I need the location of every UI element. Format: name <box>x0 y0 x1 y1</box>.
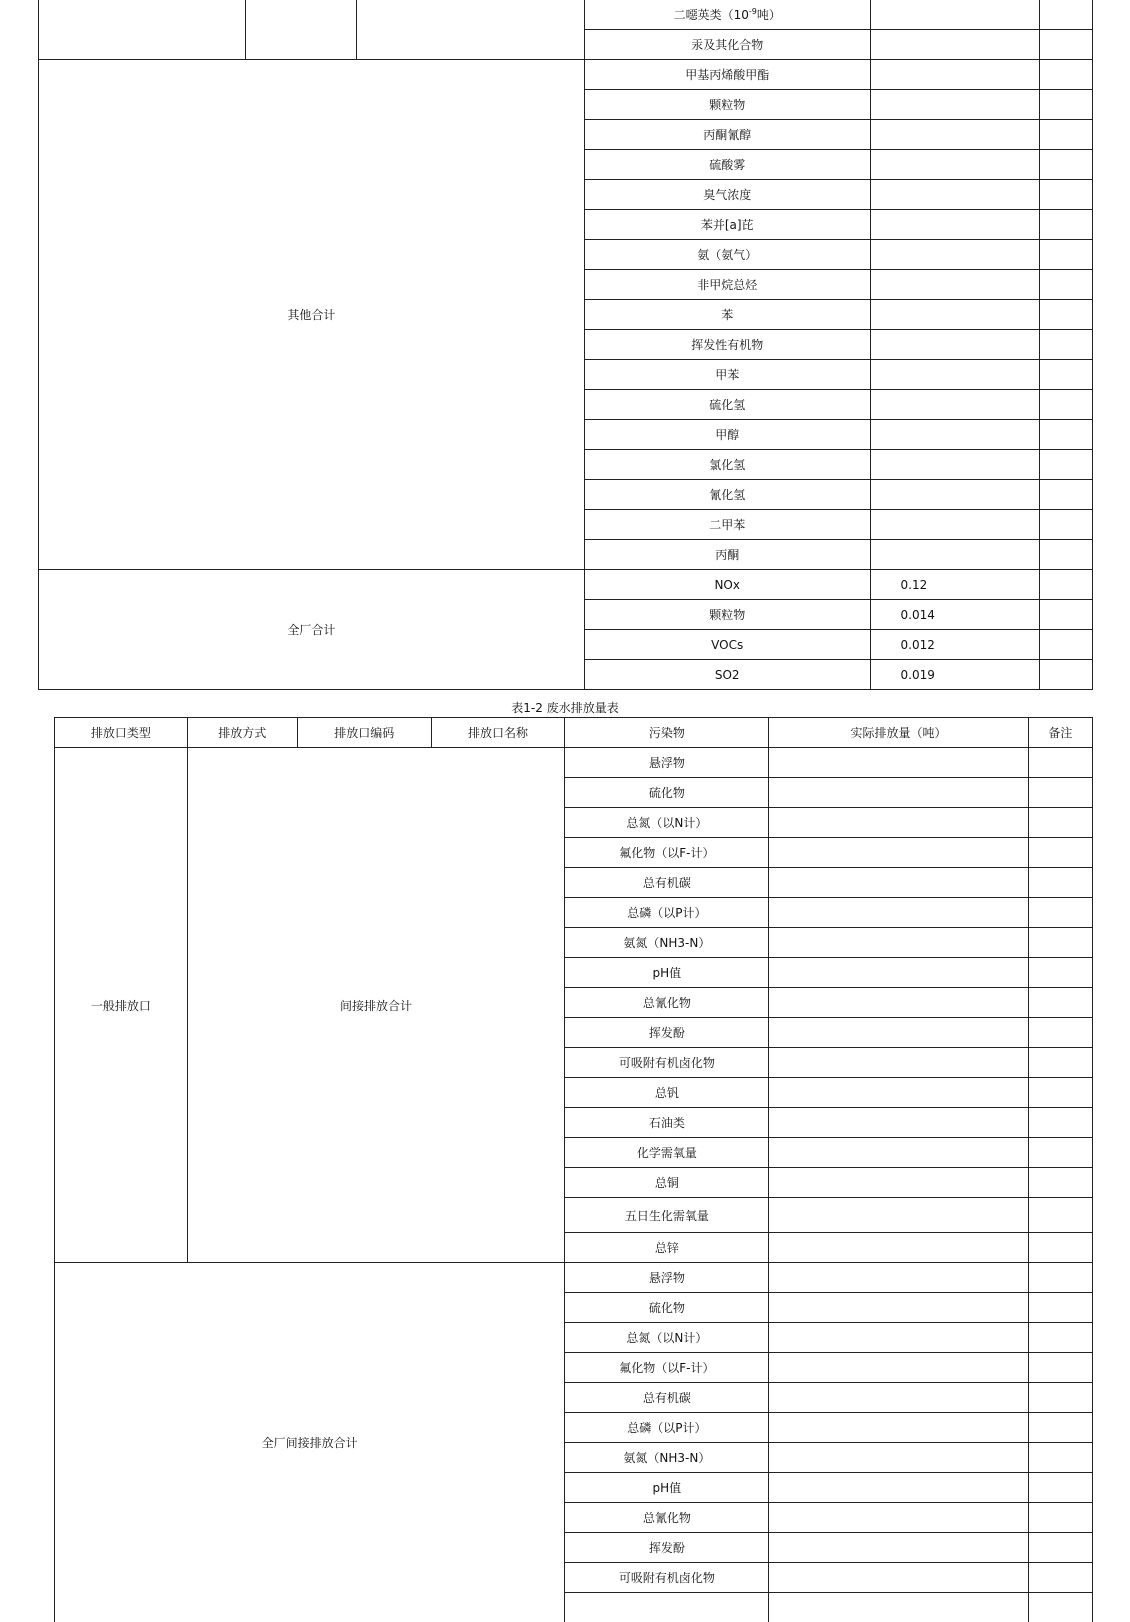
pollutant-cell: 总钒 <box>565 1078 769 1108</box>
amount-cell <box>870 450 1039 480</box>
pollutant-cell: 总氰化物 <box>565 1503 769 1533</box>
pollutant-cell: 悬浮物 <box>565 748 769 778</box>
plant-indirect-label: 全厂间接排放合计 <box>55 1263 565 1622</box>
remark-cell <box>1028 1138 1092 1168</box>
remark-cell <box>1039 270 1092 300</box>
remark-cell <box>1028 1533 1092 1563</box>
other-total-label: 其他合计 <box>39 60 585 570</box>
outlet-code-cell <box>246 0 357 60</box>
remark-cell <box>1039 300 1092 330</box>
amount-cell: 0.012 <box>870 630 1039 660</box>
pollutant-cell: 二噁英类（$10^{-9}$吨） <box>584 0 870 30</box>
remark-cell <box>1039 360 1092 390</box>
amount-cell <box>769 1078 1028 1108</box>
remark-cell <box>1028 1078 1092 1108</box>
remark-cell <box>1028 1108 1092 1138</box>
amount-cell <box>769 928 1028 958</box>
remark-cell <box>1039 540 1092 570</box>
remark-cell <box>1028 898 1092 928</box>
remark-cell <box>1028 1323 1092 1353</box>
pollutant-cell: 氟化物（以F-计） <box>565 838 769 868</box>
table-row <box>55 748 1093 778</box>
pollutant-cell: 氨氮（NH3-N） <box>565 928 769 958</box>
air-emission-table <box>38 0 1093 690</box>
remark-cell <box>1028 1593 1092 1622</box>
column-header: 排放口类型 <box>55 718 188 748</box>
remark-cell <box>1028 838 1092 868</box>
remark-cell <box>1039 0 1092 30</box>
pollutant-cell <box>565 1593 769 1622</box>
pollutant-cell: 硫化物 <box>565 778 769 808</box>
remark-cell <box>1039 630 1092 660</box>
remark-cell <box>1039 570 1092 600</box>
remark-cell <box>1039 660 1092 690</box>
pollutant-cell: 挥发酚 <box>565 1533 769 1563</box>
remark-cell <box>1039 180 1092 210</box>
table-row <box>39 0 1093 30</box>
pollutant-cell: VOCs <box>584 630 870 660</box>
remark-cell <box>1039 450 1092 480</box>
outlet-type-cell <box>39 0 246 60</box>
pollutant-cell: 总氰化物 <box>565 988 769 1018</box>
amount-cell <box>769 1048 1028 1078</box>
amount-cell <box>769 958 1028 988</box>
amount-cell <box>870 0 1039 30</box>
pollutant-cell: 总磷（以P计） <box>565 898 769 928</box>
amount-cell <box>870 510 1039 540</box>
amount-cell <box>769 1138 1028 1168</box>
column-header: 污染物 <box>565 718 769 748</box>
pollutant-cell: 非甲烷总烃 <box>584 270 870 300</box>
remark-cell <box>1028 1353 1092 1383</box>
amount-cell <box>870 540 1039 570</box>
pollutant-cell: 氟化物（以F-计） <box>565 1353 769 1383</box>
pollutant-cell: 总有机碳 <box>565 1383 769 1413</box>
pollutant-cell: 总氮（以N计） <box>565 808 769 838</box>
amount-cell <box>769 1413 1028 1443</box>
remark-cell <box>1039 150 1092 180</box>
pollutant-cell: 甲醇 <box>584 420 870 450</box>
pollutant-cell: 总磷（以P计） <box>565 1413 769 1443</box>
amount-cell <box>769 1293 1028 1323</box>
remark-cell <box>1039 240 1092 270</box>
remark-cell <box>1028 1383 1092 1413</box>
pollutant-cell: 总锌 <box>565 1233 769 1263</box>
remark-cell <box>1028 1168 1092 1198</box>
amount-cell <box>769 1503 1028 1533</box>
amount-cell <box>870 360 1039 390</box>
remark-cell <box>1028 1473 1092 1503</box>
amount-cell <box>870 270 1039 300</box>
remark-cell <box>1039 120 1092 150</box>
remark-cell <box>1028 1233 1092 1263</box>
remark-cell <box>1039 330 1092 360</box>
pollutant-cell: 五日生化需氧量 <box>565 1198 769 1233</box>
pollutant-cell: NOx <box>584 570 870 600</box>
amount-cell <box>769 748 1028 778</box>
amount-cell <box>769 1263 1028 1293</box>
amount-cell <box>870 150 1039 180</box>
pollutant-cell: 可吸附有机卤化物 <box>565 1563 769 1593</box>
remark-cell <box>1028 748 1092 778</box>
amount-cell <box>870 90 1039 120</box>
pollutant-cell: 臭气浓度 <box>584 180 870 210</box>
header-row <box>55 718 1093 748</box>
amount-cell <box>870 480 1039 510</box>
plant-total-label: 全厂合计 <box>39 570 585 690</box>
amount-cell <box>769 1233 1028 1263</box>
amount-cell <box>769 1198 1028 1233</box>
table-row <box>39 60 1093 90</box>
pollutant-cell: 苯并[a]芘 <box>584 210 870 240</box>
remark-cell <box>1039 600 1092 630</box>
amount-cell <box>769 1383 1028 1413</box>
remark-cell <box>1028 778 1092 808</box>
pollutant-cell: pH值 <box>565 1473 769 1503</box>
remark-cell <box>1039 210 1092 240</box>
amount-cell <box>769 1563 1028 1593</box>
amount-cell <box>769 988 1028 1018</box>
pollutant-cell: 石油类 <box>565 1108 769 1138</box>
remark-cell <box>1039 390 1092 420</box>
remark-cell <box>1028 808 1092 838</box>
column-header: 排放口名称 <box>431 718 565 748</box>
amount-cell <box>769 1533 1028 1563</box>
wastewater-emission-table <box>54 717 1093 1622</box>
pollutant-cell: pH值 <box>565 958 769 988</box>
remark-cell <box>1028 1413 1092 1443</box>
pollutant-cell: 氰化氢 <box>584 480 870 510</box>
remark-cell <box>1028 1048 1092 1078</box>
pollutant-cell: 苯 <box>584 300 870 330</box>
pollutant-cell: 悬浮物 <box>565 1263 769 1293</box>
amount-cell: 0.12 <box>870 570 1039 600</box>
pollutant-cell: 氯化氢 <box>584 450 870 480</box>
amount-cell <box>870 120 1039 150</box>
pollutant-cell: 二甲苯 <box>584 510 870 540</box>
pollutant-cell: 总铜 <box>565 1168 769 1198</box>
amount-cell: 0.014 <box>870 600 1039 630</box>
amount-cell <box>769 868 1028 898</box>
amount-cell <box>769 838 1028 868</box>
pollutant-cell: 甲苯 <box>584 360 870 390</box>
pollutant-cell: SO2 <box>584 660 870 690</box>
outlet-name-cell <box>357 0 585 60</box>
remark-cell <box>1039 30 1092 60</box>
pollutant-cell: 可吸附有机卤化物 <box>565 1048 769 1078</box>
amount-cell: 0.019 <box>870 660 1039 690</box>
pollutant-cell: 硫化物 <box>565 1293 769 1323</box>
pollutant-cell: 挥发性有机物 <box>584 330 870 360</box>
outlet-type-label: 一般排放口 <box>55 748 188 1263</box>
remark-cell <box>1028 1018 1092 1048</box>
pollutant-cell: 汞及其化合物 <box>584 30 870 60</box>
remark-cell <box>1028 1503 1092 1533</box>
amount-cell <box>769 898 1028 928</box>
amount-cell <box>870 210 1039 240</box>
amount-cell <box>870 240 1039 270</box>
amount-cell <box>769 1443 1028 1473</box>
remark-cell <box>1028 928 1092 958</box>
amount-cell <box>870 420 1039 450</box>
pollutant-cell: 总氮（以N计） <box>565 1323 769 1353</box>
amount-cell <box>870 330 1039 360</box>
pollutant-cell: 颗粒物 <box>584 600 870 630</box>
pollutant-cell: 硫化氢 <box>584 390 870 420</box>
amount-cell <box>870 30 1039 60</box>
amount-cell <box>769 808 1028 838</box>
remark-cell <box>1028 868 1092 898</box>
table-row <box>39 570 1093 600</box>
remark-cell <box>1039 60 1092 90</box>
remark-cell <box>1028 988 1092 1018</box>
amount-cell <box>769 1473 1028 1503</box>
amount-cell <box>769 1018 1028 1048</box>
amount-cell <box>769 1168 1028 1198</box>
remark-cell <box>1039 420 1092 450</box>
remark-cell <box>1039 480 1092 510</box>
amount-cell <box>870 300 1039 330</box>
remark-cell <box>1028 1263 1092 1293</box>
column-header: 排放方式 <box>187 718 297 748</box>
pollutant-cell: 挥发酚 <box>565 1018 769 1048</box>
pollutant-cell: 氨（氨气） <box>584 240 870 270</box>
pollutant-cell: 丙酮 <box>584 540 870 570</box>
amount-cell <box>769 778 1028 808</box>
remark-cell <box>1028 1563 1092 1593</box>
table-caption: 表1-2 废水排放量表 <box>0 699 1130 716</box>
amount-cell <box>769 1593 1028 1622</box>
remark-cell <box>1028 1198 1092 1233</box>
column-header: 备注 <box>1028 718 1092 748</box>
remark-cell <box>1028 1443 1092 1473</box>
method-label: 间接排放合计 <box>187 748 565 1263</box>
pollutant-cell: 丙酮氰醇 <box>584 120 870 150</box>
table-row <box>55 1263 1093 1293</box>
amount-cell <box>870 180 1039 210</box>
pollutant-cell: 甲基丙烯酸甲酯 <box>584 60 870 90</box>
remark-cell <box>1028 958 1092 988</box>
amount-cell <box>769 1323 1028 1353</box>
remark-cell <box>1039 510 1092 540</box>
pollutant-cell: 化学需氧量 <box>565 1138 769 1168</box>
pollutant-cell: 硫酸雾 <box>584 150 870 180</box>
pollutant-cell: 总有机碳 <box>565 868 769 898</box>
amount-cell <box>870 390 1039 420</box>
remark-cell <box>1039 90 1092 120</box>
amount-cell <box>769 1108 1028 1138</box>
amount-cell <box>870 60 1039 90</box>
remark-cell <box>1028 1293 1092 1323</box>
column-header: 实际排放量（吨） <box>769 718 1028 748</box>
pollutant-cell: 氨氮（NH3-N） <box>565 1443 769 1473</box>
pollutant-cell: 颗粒物 <box>584 90 870 120</box>
column-header: 排放口编码 <box>297 718 431 748</box>
amount-cell <box>769 1353 1028 1383</box>
